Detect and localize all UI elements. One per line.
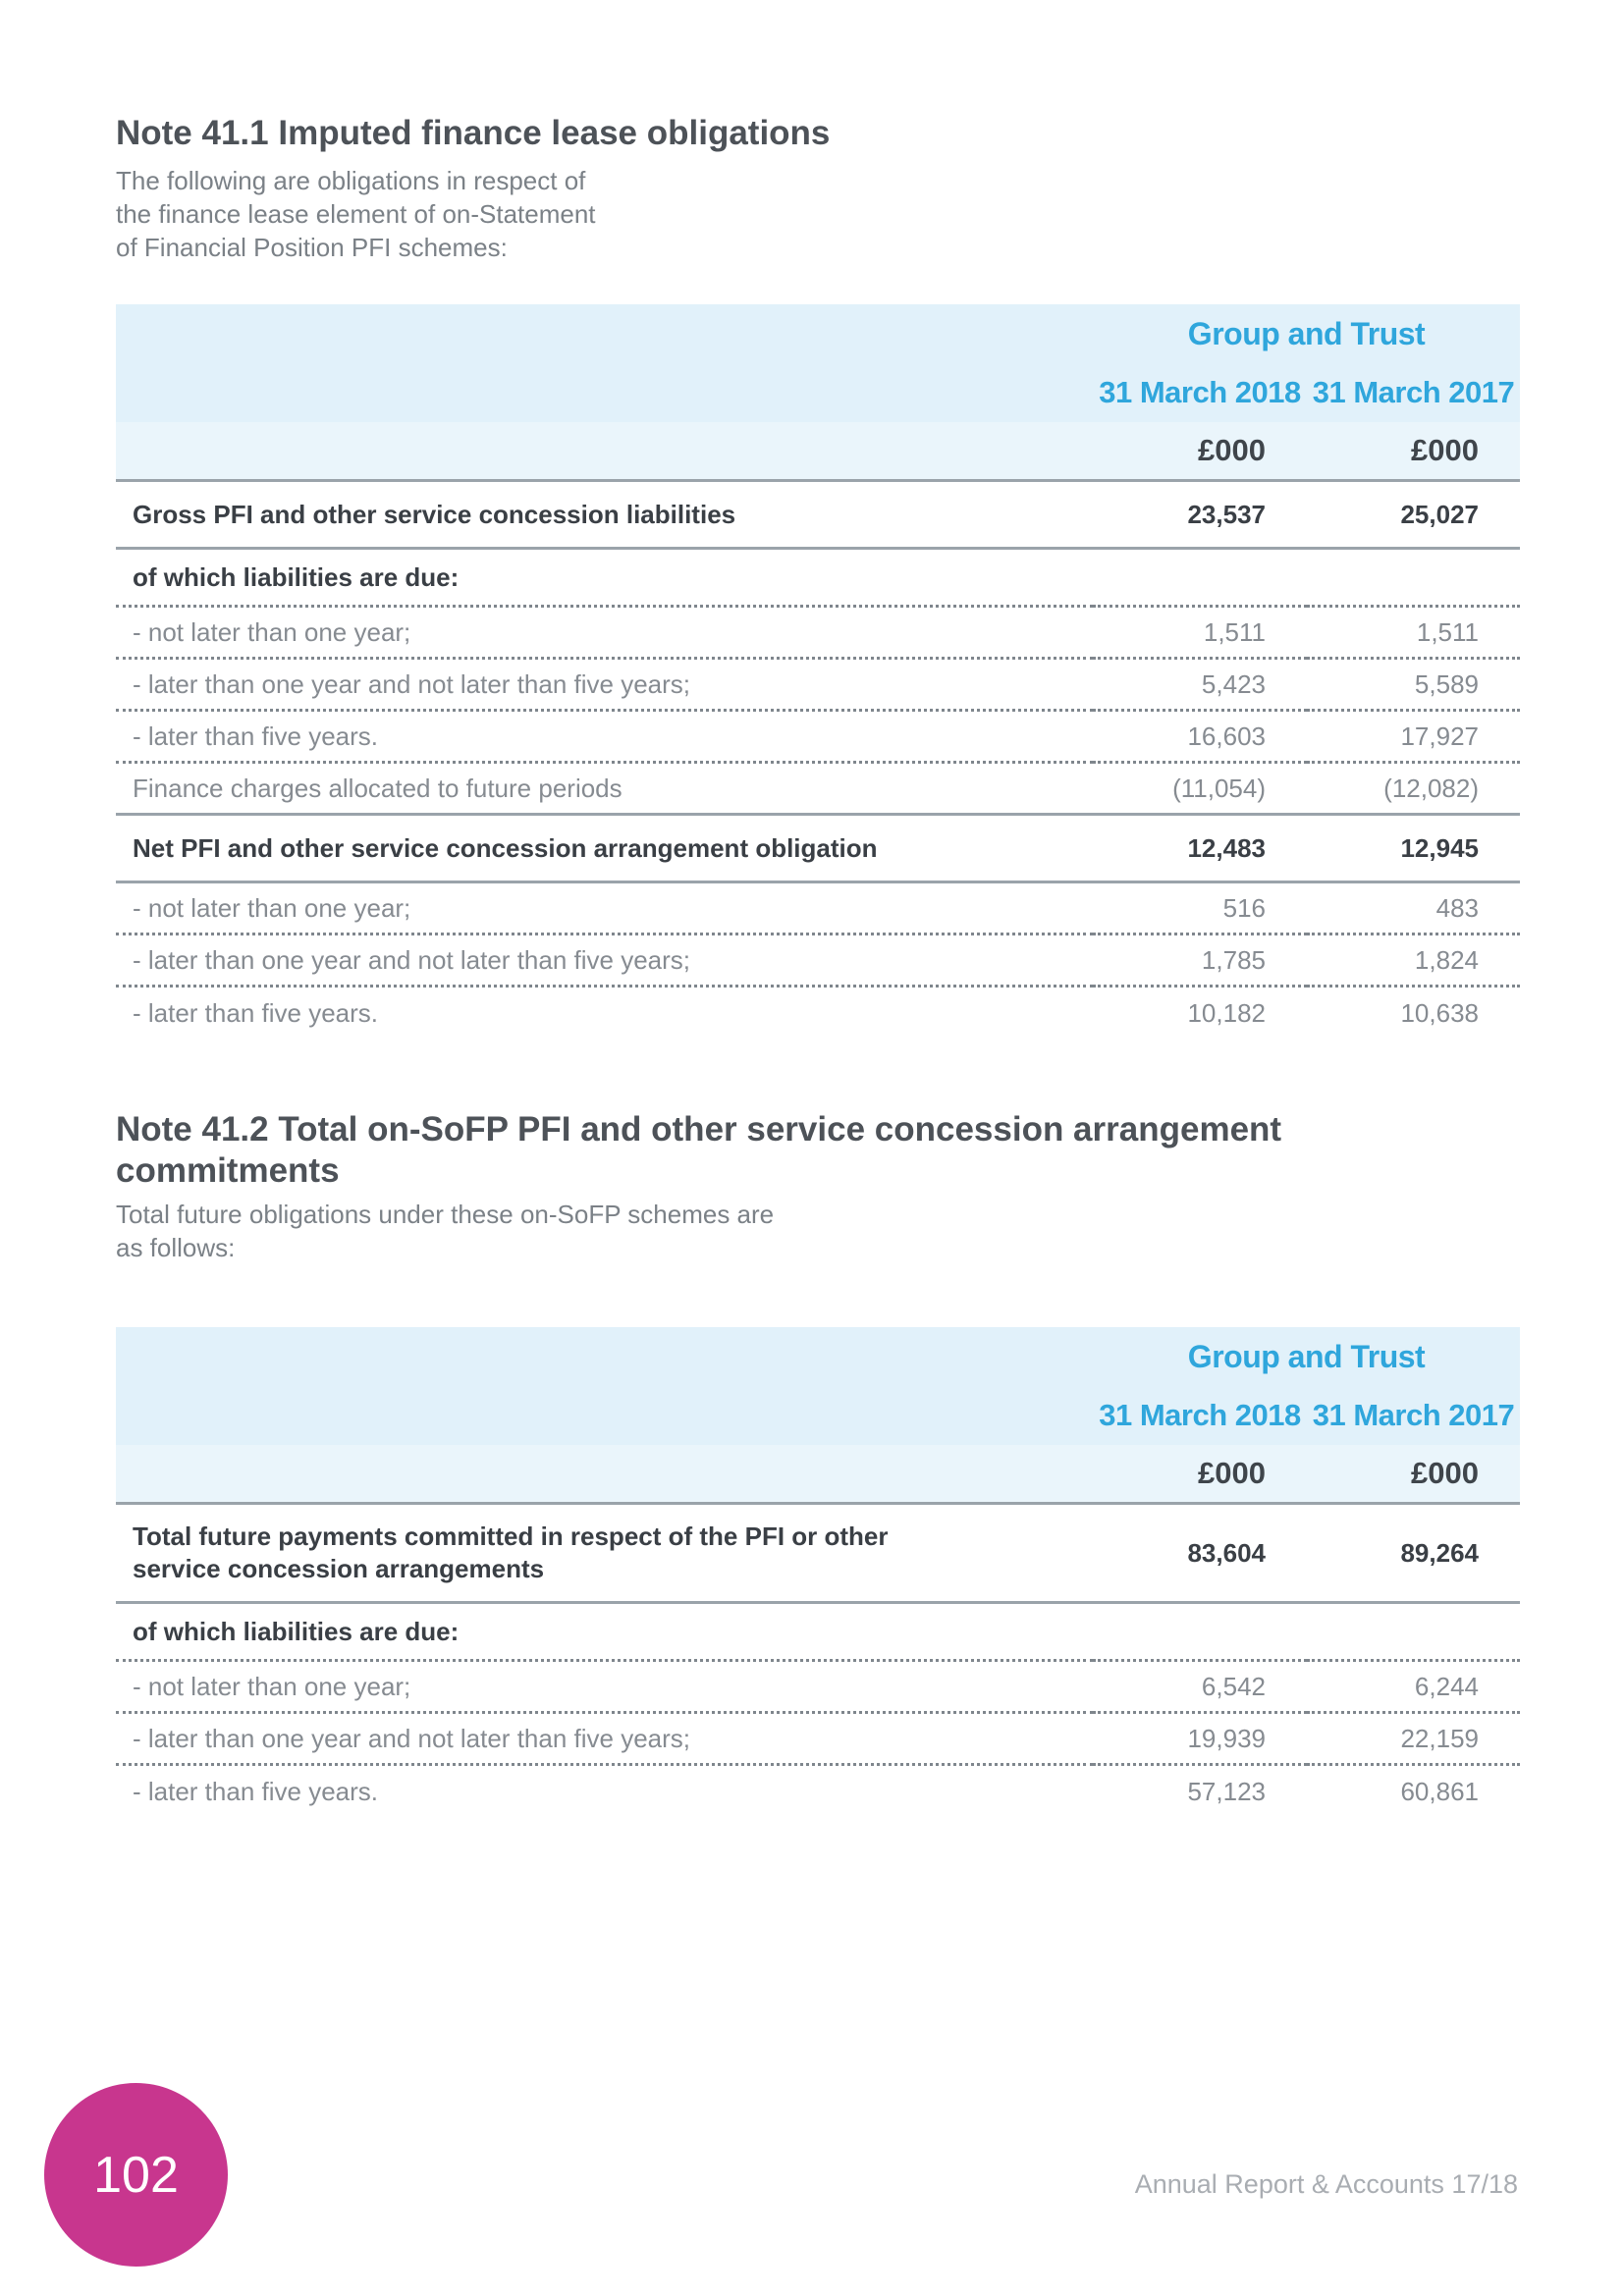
header-date-row <box>116 363 1520 422</box>
note-41-1-table <box>116 304 1520 1039</box>
value-2017: 10,638 <box>1400 997 1479 1028</box>
table-row <box>116 549 1520 607</box>
header-group-row <box>116 304 1520 363</box>
label-line: service concession arrangements <box>133 1554 545 1583</box>
date-2017-header: 31 March 2017 <box>1307 363 1520 422</box>
table-row <box>116 1504 1520 1603</box>
value-2018: 16,603 <box>1093 711 1307 763</box>
value-2018: 23,537 <box>1093 481 1307 549</box>
value-2017: 17,927 <box>1307 711 1520 763</box>
page-number-badge: 102 <box>44 2083 228 2267</box>
label-line: Total future payments committed in respect of the PFI or other <box>133 1522 889 1551</box>
value-2018 <box>1093 1603 1307 1661</box>
intro-line: as follows: <box>116 1233 236 1262</box>
date-2017-header: 31 March 2017 <box>1307 1386 1520 1445</box>
value-2017: (12,082) <box>1307 763 1520 815</box>
table-row <box>116 1661 1520 1713</box>
row-label: of which liabilities are due: <box>116 1603 1093 1661</box>
table-row <box>116 882 1520 934</box>
row-label: - not later than one year; <box>116 1661 1093 1713</box>
row-label: - later than one year and not later than five years; <box>116 934 1093 987</box>
value-2018: 19,939 <box>1093 1713 1307 1765</box>
table-row <box>116 1765 1520 1818</box>
intro-line: the finance lease element of on-Statement <box>116 199 596 229</box>
note-41-1-heading <box>116 113 1520 264</box>
value-2018: 5,423 <box>1093 659 1307 711</box>
row-label: of which liabilities are due: <box>116 549 1093 607</box>
value-2018: 83,604 <box>1093 1504 1307 1603</box>
value-2017: 5,589 <box>1307 659 1520 711</box>
value-2017: 6,244 <box>1307 1661 1520 1713</box>
value-2018 <box>1093 549 1307 607</box>
value-2018: 12,483 <box>1093 815 1307 882</box>
value-2017: 12,945 <box>1307 815 1520 882</box>
value-2018: 10,182 <box>1187 997 1266 1028</box>
row-label: - later than one year and not later than five years; <box>116 1713 1093 1765</box>
value-2017: 1,824 <box>1307 934 1520 987</box>
header-unit-row <box>116 422 1520 481</box>
date-2018-header: 31 March 2018 <box>1093 363 1307 422</box>
value-2018: 57,123 <box>1187 1776 1266 1806</box>
row-label <box>116 1504 1093 1603</box>
note-41-2-intro <box>116 1198 1520 1264</box>
table-row <box>116 1603 1520 1661</box>
intro-line: The following are obligations in respect of <box>116 166 586 195</box>
row-label: - not later than one year; <box>116 607 1093 659</box>
table-row <box>116 987 1520 1040</box>
title-line: commitments <box>116 1151 340 1190</box>
table-row <box>116 481 1520 549</box>
value-2017: 25,027 <box>1307 481 1520 549</box>
report-title-footer: Annual Report & Accounts 17/18 <box>1134 2169 1518 2199</box>
value-2017: 1,511 <box>1307 607 1520 659</box>
group-and-trust-header: Group and Trust <box>1093 304 1520 363</box>
value-2018: 1,511 <box>1093 607 1307 659</box>
note-41-1-title: Note 41.1 Imputed finance lease obligations <box>116 114 831 152</box>
note-41-2-table <box>116 1327 1520 1817</box>
row-label: - later than five years. <box>133 997 378 1028</box>
table-row <box>116 1713 1520 1765</box>
title-line: Note 41.2 Total on-SoFP PFI and other service concession arrangement <box>116 1110 1282 1148</box>
intro-line: of Financial Position PFI schemes: <box>116 233 508 262</box>
value-2018: 1,785 <box>1093 934 1307 987</box>
value-2017: 483 <box>1307 882 1520 934</box>
table-row <box>116 815 1520 882</box>
value-2017 <box>1307 1603 1520 1661</box>
row-label: Gross PFI and other service concession liabilities <box>116 481 1093 549</box>
date-2018-header: 31 March 2018 <box>1093 1386 1307 1445</box>
unit-2017-header: £000 <box>1307 422 1520 481</box>
unit-2018-header: £000 <box>1093 422 1307 481</box>
table-row <box>116 659 1520 711</box>
value-2018: (11,054) <box>1093 763 1307 815</box>
row-label: - later than five years. <box>133 1776 378 1806</box>
value-2017: 60,861 <box>1400 1776 1479 1806</box>
value-2017: 22,159 <box>1307 1713 1520 1765</box>
value-2017: 89,264 <box>1307 1504 1520 1603</box>
unit-2017-header: £000 <box>1307 1445 1520 1504</box>
row-label: - not later than one year; <box>116 882 1093 934</box>
value-2017 <box>1307 549 1520 607</box>
header-unit-row <box>116 1445 1520 1504</box>
table-row <box>116 711 1520 763</box>
header-group-row <box>116 1327 1520 1386</box>
value-2018: 6,542 <box>1093 1661 1307 1713</box>
value-2018: 516 <box>1093 882 1307 934</box>
row-label: Net PFI and other service concession arrangement obligation <box>116 815 1093 882</box>
row-label: - later than five years. <box>116 711 1093 763</box>
note-41-1-intro <box>116 164 1520 264</box>
row-label: Finance charges allocated to future periods <box>116 763 1093 815</box>
unit-2018-header: £000 <box>1093 1445 1307 1504</box>
row-label: - later than one year and not later than five years; <box>116 659 1093 711</box>
table-row <box>116 607 1520 659</box>
header-date-row <box>116 1386 1520 1445</box>
group-and-trust-header: Group and Trust <box>1093 1327 1520 1386</box>
note-41-2-title <box>116 1109 1520 1192</box>
note-41-2-heading <box>116 1109 1520 1264</box>
table-row <box>116 763 1520 815</box>
table-row <box>116 934 1520 987</box>
intro-line: Total future obligations under these on-SoFP schemes are <box>116 1200 775 1229</box>
